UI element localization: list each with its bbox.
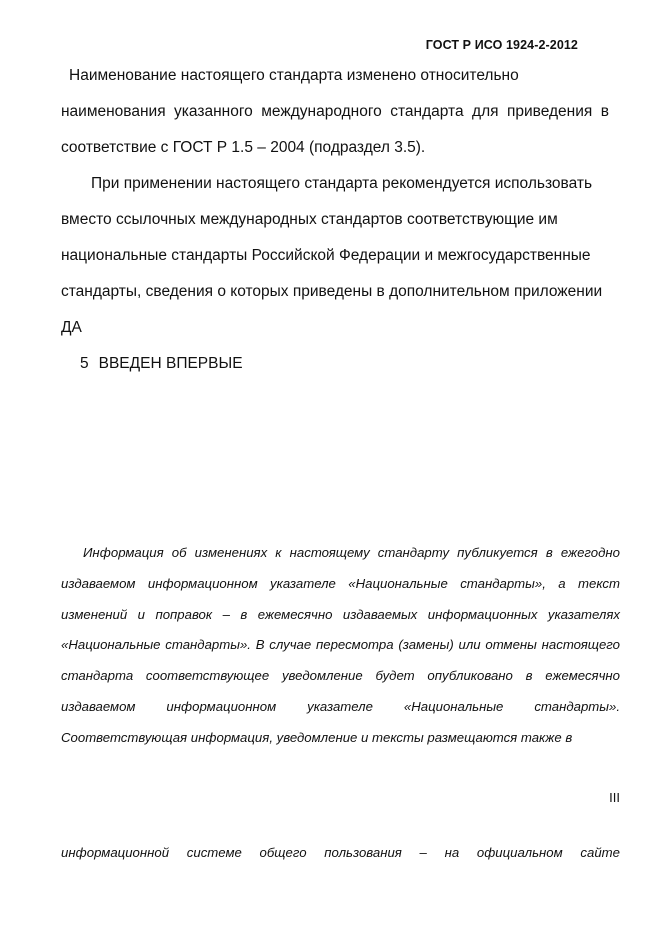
paragraph-line: наименования указанного международного стандарта для приведения в — [61, 103, 609, 120]
paragraph-line: вместо ссылочных международных стандартов соответствующие им — [61, 211, 558, 228]
info-line: «Национальные стандарты». В случае пересмотра (замены) или отмены настоящего — [61, 637, 620, 653]
changes-information-block — [61, 538, 620, 754]
standards-recommendation-paragraph — [61, 166, 609, 346]
info-line: издаваемом информационном указателе «Национальные стандарты». — [61, 698, 620, 714]
info-line: Соответствующая информация, уведомление и тексты размещаются также в — [61, 729, 573, 745]
info-line: стандарта соответствующее уведомление будет опубликовано в ежемесячно — [61, 668, 620, 684]
paragraph-line: ДА — [61, 319, 82, 336]
document-code-header: ГОСТ Р ИСО 1924-2-2012 — [425, 38, 578, 52]
info-line: изменений и поправок – в ежемесячно издаваемых информационных указателях — [61, 606, 620, 622]
item-number: 5 — [80, 355, 89, 372]
rename-note-paragraph — [61, 58, 609, 166]
paragraph-line: Наименование настоящего стандарта изменено относительно — [69, 67, 519, 84]
info-line: информационной системе общего пользования – на официальном сайте — [61, 845, 620, 860]
changes-information-continuation — [61, 838, 620, 869]
item-text: ВВЕДЕН ВПЕРВЫЕ — [98, 355, 243, 372]
info-line: издаваемом информационном указателе «Национальные стандарты», а текст — [61, 575, 620, 591]
page-number: III — [609, 790, 620, 805]
paragraph-line: соответствие с ГОСТ Р 1.5 – 2004 (подраздел 3.5). — [61, 139, 426, 156]
info-line: Информация об изменениях к настоящему стандарту публикуется в ежегодно — [83, 545, 620, 560]
introduced-first-item — [80, 350, 243, 378]
paragraph-line: стандарты, сведения о которых приведены в дополнительном приложении — [61, 283, 603, 300]
paragraph-line: При применении настоящего стандарта рекомендуется использовать — [91, 175, 593, 192]
paragraph-line: национальные стандарты Российской Федерации и межгосударственные — [61, 247, 591, 264]
